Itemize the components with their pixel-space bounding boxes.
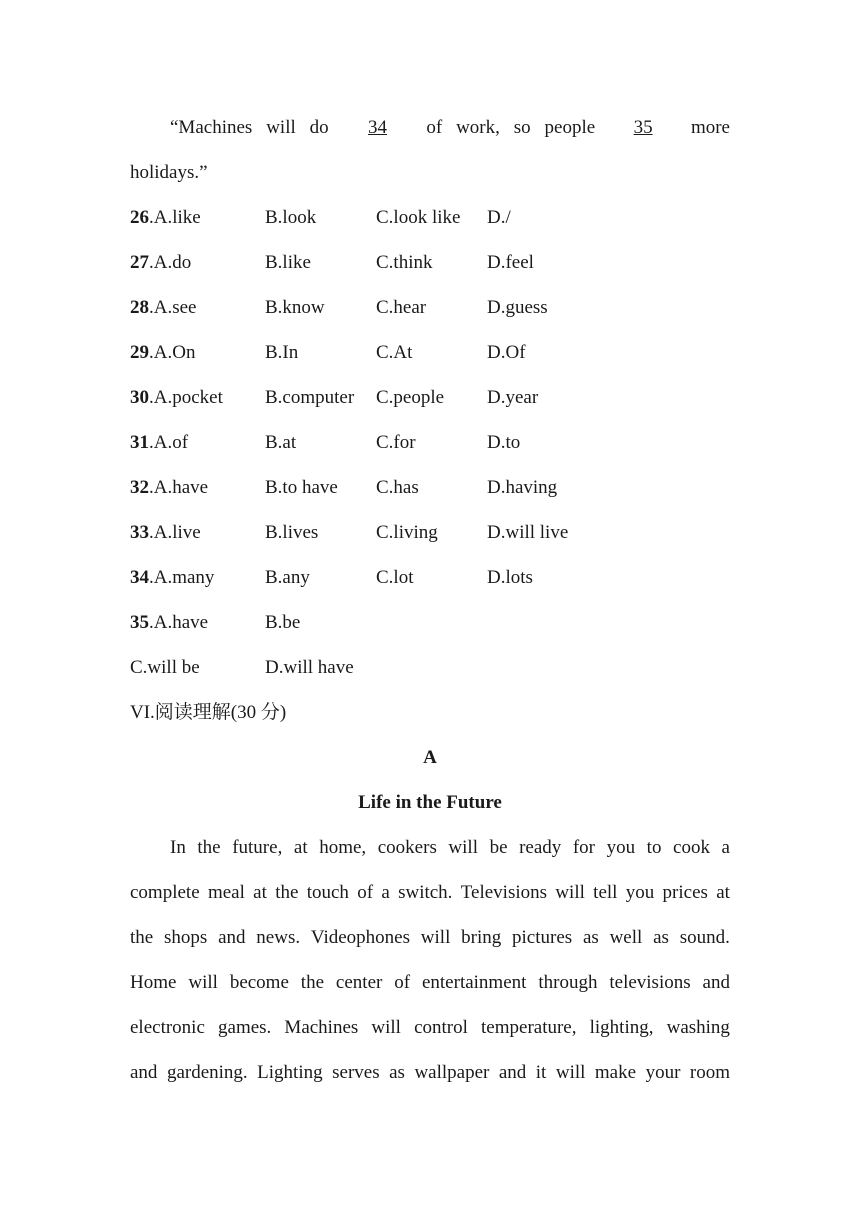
option-b: B.any — [265, 567, 310, 588]
cloze-word: “Machines — [170, 117, 253, 138]
option-d: D.lots — [487, 567, 533, 588]
passage-word: touch — [306, 882, 349, 903]
passage-word: future, — [232, 837, 283, 858]
option-c: C.for — [376, 432, 416, 453]
passage-line — [130, 1005, 730, 1050]
cloze-word: more — [690, 117, 730, 138]
option-d: D.to — [487, 432, 521, 453]
option-d: D.will have — [265, 657, 354, 678]
passage-word: the — [130, 927, 154, 948]
question-options-28 — [130, 285, 730, 330]
passage-line — [130, 825, 730, 870]
passage-word: cook — [673, 837, 710, 858]
passage-title: Life in the Future — [358, 792, 502, 813]
option-a: .A.pocket — [149, 387, 223, 408]
page-content — [130, 105, 730, 1095]
passage-word: home, — [319, 837, 367, 858]
passage-word: as — [582, 927, 599, 948]
cloze-word: people — [544, 117, 596, 138]
passage-line — [130, 915, 730, 960]
passage-word: you — [625, 882, 655, 903]
passage-word: and — [702, 972, 730, 993]
passage-word: to — [646, 837, 662, 858]
section-heading: VI.阅读理解(30 分) — [130, 702, 287, 723]
option-d: D.year — [487, 387, 539, 408]
passage-word: it — [535, 1062, 547, 1083]
passage-word: at — [253, 882, 267, 903]
passage-word: the — [300, 972, 325, 993]
passage-word: will — [555, 882, 585, 903]
option-d: D.guess — [487, 297, 548, 318]
option-d: D.will live — [487, 522, 569, 543]
cloze-sentence-line: holidays.” — [130, 162, 208, 183]
passage-word: for — [572, 837, 596, 858]
passage-word: control — [414, 1017, 468, 1038]
passage-word: through — [538, 972, 598, 993]
question-options-35 — [130, 600, 730, 645]
passage-word: Televisions — [460, 882, 548, 903]
passage-line — [130, 960, 730, 1005]
question-options-31 — [130, 420, 730, 465]
option-b: B.know — [265, 297, 325, 318]
passage-word: be — [489, 837, 508, 858]
option-c: C.At — [376, 342, 413, 363]
passage-word: and — [498, 1062, 527, 1083]
passage-word: center — [335, 972, 383, 993]
passage-word: gardening. — [166, 1062, 248, 1083]
passage-word: your — [645, 1062, 681, 1083]
blank-35: 35 — [633, 117, 653, 138]
passage-line — [130, 1050, 730, 1095]
option-a: .A.do — [149, 252, 192, 273]
passage-word: a — [381, 882, 390, 903]
passage-word: cookers — [377, 837, 437, 858]
question-number: 29 — [130, 342, 149, 363]
passage-word: make — [594, 1062, 637, 1083]
option-c: C.has — [376, 477, 419, 498]
question-options-30 — [130, 375, 730, 420]
passage-word: news. — [256, 927, 301, 948]
passage-word: Videophones — [310, 927, 411, 948]
passage-word: prices — [662, 882, 708, 903]
passage-word: well — [609, 927, 643, 948]
passage-word: the — [197, 837, 221, 858]
option-b: B.be — [265, 612, 301, 633]
option-b: B.look — [265, 207, 317, 228]
option-b: B.lives — [265, 522, 319, 543]
passage-word: televisions — [609, 972, 691, 993]
passage-word: will — [448, 837, 478, 858]
option-a: .A.like — [149, 207, 201, 228]
passage-word: will — [555, 1062, 586, 1083]
option-c: C.people — [376, 387, 445, 408]
option-a: .A.see — [149, 297, 197, 318]
passage-line — [130, 870, 730, 915]
question-number: 27 — [130, 252, 149, 273]
option-d: D./ — [487, 207, 511, 228]
passage-word: wallpaper — [414, 1062, 490, 1083]
passage-word: pictures — [512, 927, 573, 948]
question-number: 34 — [130, 567, 149, 588]
blank-34: 34 — [368, 117, 387, 138]
passage-word: Machines — [284, 1017, 359, 1038]
passage-word: Home — [130, 972, 177, 993]
option-b: B.at — [265, 432, 297, 453]
cloze-word: will — [266, 117, 296, 138]
option-d: D.having — [487, 477, 558, 498]
option-a: .A.have — [149, 612, 209, 633]
passage-word: at — [293, 837, 308, 858]
passage-word: as — [389, 1062, 405, 1083]
option-a: .A.of — [149, 432, 189, 453]
option-c: C.hear — [376, 297, 427, 318]
passage-word: temperature, — [481, 1017, 577, 1038]
option-d: D.Of — [487, 342, 526, 363]
passage-word: In — [170, 837, 186, 858]
option-b: B.computer — [265, 387, 355, 408]
question-number: 31 — [130, 432, 149, 453]
question-number: 35 — [130, 612, 149, 633]
option-a: .A.have — [149, 477, 209, 498]
passage-word: the — [275, 882, 299, 903]
passage-word: you — [606, 837, 636, 858]
passage-word: entertainment — [421, 972, 527, 993]
option-c: C.think — [376, 252, 433, 273]
option-c: C.look like — [376, 207, 461, 228]
passage-word: and — [130, 1062, 158, 1083]
passage-word: games. — [218, 1017, 272, 1038]
cloze-word: do — [309, 117, 329, 138]
passage-word: will — [371, 1017, 401, 1038]
passage-word: switch. — [398, 882, 453, 903]
question-options-35-continued — [130, 645, 730, 690]
option-c: C.will be — [130, 657, 200, 678]
passage-word: meal — [207, 882, 245, 903]
option-d: D.feel — [487, 252, 534, 273]
option-a: .A.On — [149, 342, 196, 363]
question-number: 33 — [130, 522, 149, 543]
cloze-sentence-line — [130, 105, 730, 150]
passage-word: as — [653, 927, 669, 948]
passage-word: of — [394, 972, 411, 993]
question-options-32 — [130, 465, 730, 510]
question-number: 26 — [130, 207, 149, 228]
passage-word: complete — [130, 882, 200, 903]
passage-word: of — [357, 882, 374, 903]
question-number: 30 — [130, 387, 149, 408]
option-c: C.living — [376, 522, 438, 543]
question-options-34 — [130, 555, 730, 600]
passage-word: will — [188, 972, 218, 993]
cloze-word: of — [426, 117, 443, 138]
question-number: 32 — [130, 477, 149, 498]
passage-word: a — [721, 837, 730, 858]
cloze-word: work, — [456, 117, 500, 138]
passage-word: will — [420, 927, 451, 948]
option-c: C.lot — [376, 567, 414, 588]
passage-word: tell — [593, 882, 618, 903]
passage-word: become — [229, 972, 289, 993]
passage-word: room — [689, 1062, 730, 1083]
passage-word: and — [218, 927, 246, 948]
passage-label: A — [423, 747, 437, 768]
option-b: B.like — [265, 252, 311, 273]
question-options-29 — [130, 330, 730, 375]
question-options-26 — [130, 195, 730, 240]
passage-word: at — [716, 882, 730, 903]
question-options-33 — [130, 510, 730, 555]
option-b: B.In — [265, 342, 299, 363]
passage-word: sound. — [679, 927, 730, 948]
passage-word: bring — [461, 927, 502, 948]
passage-word: electronic — [130, 1017, 205, 1038]
question-number: 28 — [130, 297, 149, 318]
passage-word: ready — [519, 837, 562, 858]
passage-word: shops — [164, 927, 208, 948]
passage-word: lighting, — [589, 1017, 654, 1038]
option-a: .A.many — [149, 567, 215, 588]
passage-word: washing — [666, 1017, 730, 1038]
question-options-27 — [130, 240, 730, 285]
option-b: B.to have — [265, 477, 338, 498]
option-a: .A.live — [149, 522, 201, 543]
cloze-word: so — [513, 117, 531, 138]
passage-word: serves — [332, 1062, 380, 1083]
passage-word: Lighting — [257, 1062, 323, 1083]
